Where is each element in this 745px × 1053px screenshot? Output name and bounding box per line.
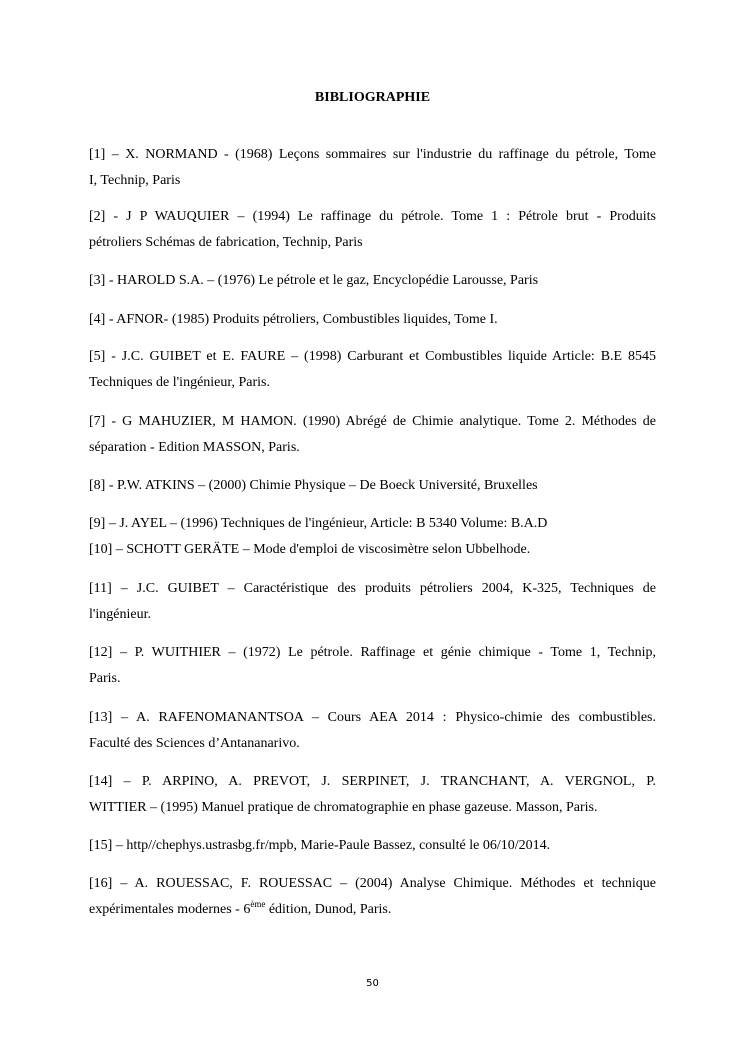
reference-entry-3-line-1: [3] - HAROLD S.A. – (1976) Le pétrole et le gaz, Encyclopédie Larousse, Paris [89, 273, 539, 288]
reference-entry-2-line-2: pétroliers Schémas de fabrication, Technip, Paris [89, 235, 363, 250]
reference-entry-14-line-2: WITTIER – (1995) Manuel pratique de chromatographie en phase gazeuse. Masson, Paris. [89, 800, 598, 815]
reference-entry-14 [89, 769, 656, 821]
reference-entry-7 [89, 409, 656, 461]
reference-entry-11-line-1: [11] – J.C. GUIBET – Caractéristique des produits pétroliers 2004, K-325, Techniques de [89, 581, 656, 596]
reference-entry-11-line-2: l'ingénieur. [89, 607, 152, 622]
reference-entry-15 [89, 833, 656, 859]
reference-entry-13-line-2: Faculté des Sciences d’Antananarivo. [89, 736, 300, 751]
reference-entry-10 [89, 537, 656, 563]
reference-entry-16-line-2-end: édition, Dunod, Paris. [265, 902, 392, 917]
reference-entry-8-line-1: [8] - P.W. ATKINS – (2000) Chimie Physique – De Boeck Université, Bruxelles [89, 478, 538, 493]
reference-entry-8 [89, 473, 656, 499]
superscript-ordinal: ème [250, 899, 266, 909]
reference-entry-1-line-2: I, Technip, Paris [89, 173, 181, 188]
reference-entry-5-line-1: [5] - J.C. GUIBET et E. FAURE – (1998) Carburant et Combustibles liquide Article: B.E 8545 [89, 349, 656, 364]
reference-entry-1-line-1: [1] – X. NORMAND - (1968) Leçons sommaires sur l'industrie du raffinage du pétrole, Tome [89, 147, 656, 162]
reference-entry-16-line-1: [16] – A. ROUESSAC, F. ROUESSAC – (2004) Analyse Chimique. Méthodes et technique [89, 876, 656, 891]
reference-entry-7-line-1: [7] - G MAHUZIER, M HAMON. (1990) Abrégé de Chimie analytique. Tome 2. Méthodes de [89, 414, 656, 429]
reference-entry-11 [89, 576, 656, 628]
reference-entry-12-line-2: Paris. [89, 671, 121, 686]
reference-entry-16-line-2-text: expérimentales modernes - 6 [89, 902, 251, 917]
reference-entry-4-line-1: [4] - AFNOR- (1985) Produits pétroliers, Combustibles liquides, Tome I. [89, 312, 498, 327]
page-title: BIBLIOGRAPHIE [314, 90, 431, 105]
reference-entry-7-line-2: séparation - Edition MASSON, Paris. [89, 440, 300, 455]
reference-entry-16 [89, 871, 656, 923]
reference-entry-9-line-1: [9] – J. AYEL – (1996) Techniques de l'ingénieur, Article: B 5340 Volume: B.A.D [89, 516, 548, 531]
reference-entry-13 [89, 705, 656, 757]
reference-entry-3 [89, 268, 656, 294]
reference-entry-14-line-1: [14] – P. ARPINO, A. PREVOT, J. SERPINET, J. TRANCHANT, A. VERGNOL, P. [89, 774, 656, 789]
reference-entry-9 [89, 511, 656, 537]
reference-entry-1 [89, 142, 656, 194]
reference-entry-2-line-1: [2] - J P WAUQUIER – (1994) Le raffinage du pétrole. Tome 1 : Pétrole brut - Produits [89, 209, 656, 224]
reference-entry-13-line-1: [13] – A. RAFENOMANANTSOA – Cours AEA 2014 : Physico-chimie des combustibles. [89, 710, 656, 725]
reference-entry-5-line-2: Techniques de l'ingénieur, Paris. [89, 375, 270, 390]
reference-entry-10-line-1: [10] – SCHOTT GERÄTE – Mode d'emploi de viscosimètre selon Ubbelhode. [89, 542, 531, 557]
reference-entry-16-line-2 [89, 897, 656, 923]
reference-entry-4 [89, 307, 656, 333]
reference-entry-2 [89, 204, 656, 256]
reference-entry-12 [89, 640, 656, 692]
page-number: 50 [366, 978, 379, 989]
reference-entry-5 [89, 344, 656, 396]
reference-entry-15-line-1: [15] – http//chephys.ustrasbg.fr/mpb, Marie-Paule Bassez, consulté le 06/10/2014. [89, 838, 551, 853]
reference-entry-12-line-1: [12] – P. WUITHIER – (1972) Le pétrole. Raffinage et génie chimique - Tome 1, Technip, [89, 645, 656, 660]
